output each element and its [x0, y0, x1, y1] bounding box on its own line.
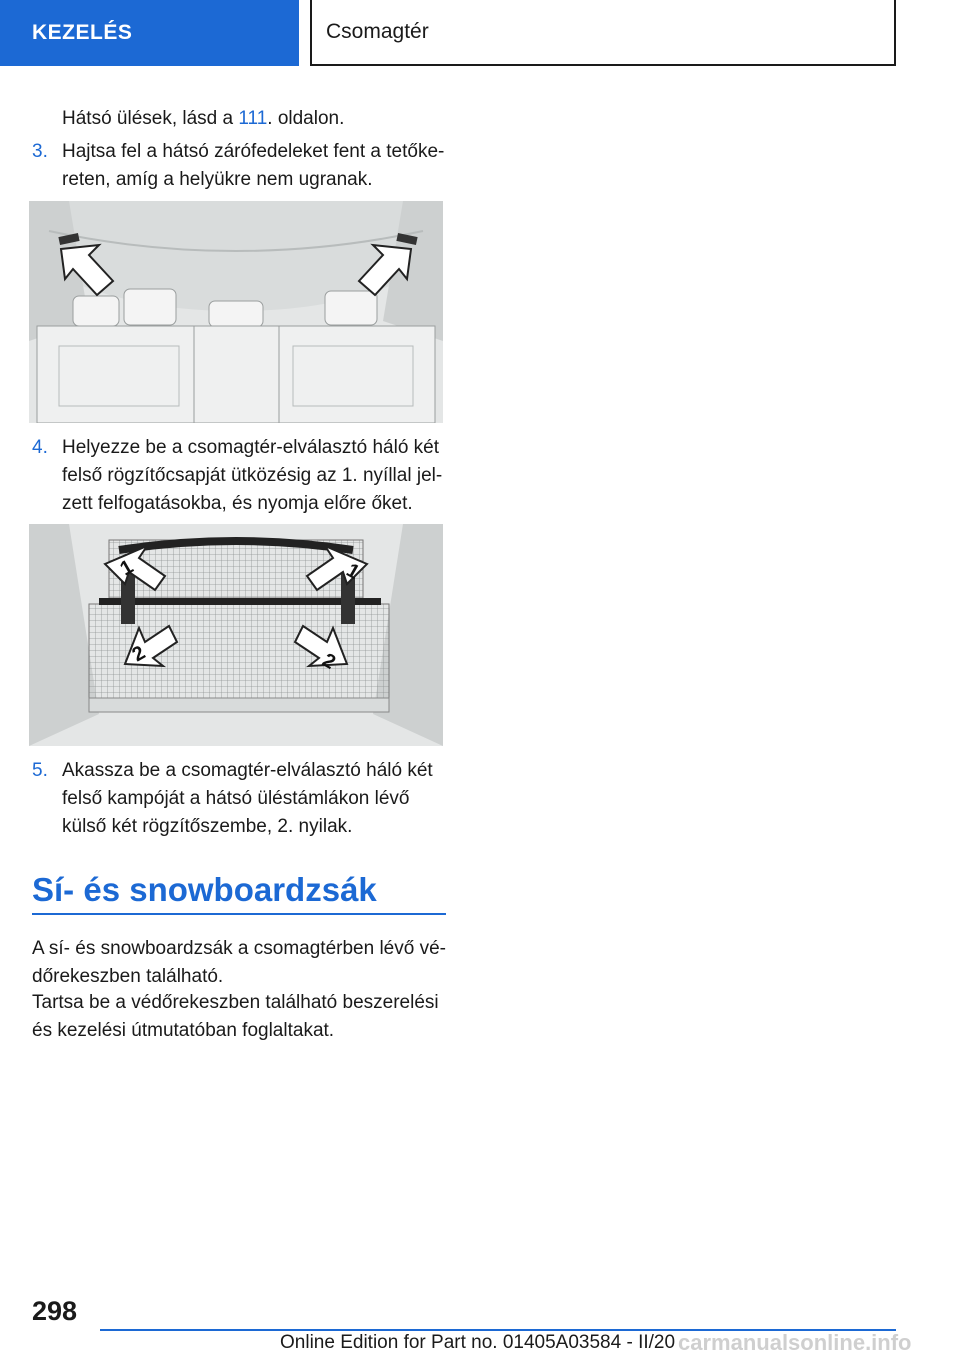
chapter-label: KEZELÉS — [32, 21, 133, 44]
figure-label-1-left: 1 — [116, 555, 138, 581]
step-4-text: Helyezze be a csomagtér-elválasztó háló két felső rögzítőcsapját ütközésig az 1. nyíllal jel- zett felfogatásokba, és nyomja előre őket. — [62, 437, 443, 514]
page-number: 298 — [32, 1296, 78, 1326]
step-3-text: Hajtsa fel a hátsó zárófedeleket fent a tetőke- reten, amíg a helyükre nem ugranak. — [62, 141, 445, 190]
page-header-title: Csomagtér — [326, 20, 429, 43]
section-title: Sí- és snowboardzsák — [32, 871, 377, 908]
cargo-net-illustration — [29, 524, 443, 746]
roof-liner-illustration — [29, 201, 443, 423]
figure-label-1-right: 1 — [342, 559, 364, 584]
figure-label-2-right: 2 — [318, 649, 340, 674]
figure-label-2-left: 2 — [128, 641, 150, 667]
section-paragraph-2: Tartsa be a védőrekeszben található beszerelési és kezelési útmutatóban foglaltakat. — [32, 992, 439, 1041]
section-title-underline — [32, 913, 446, 915]
chapter-tab — [0, 0, 299, 66]
page-reference-link[interactable]: 111 — [238, 108, 268, 129]
step-5-text: Akassza be a csomagtér-elválasztó háló két felső kampóját a hátsó üléstámlákon lévő külső két rögzítőszembe, 2. nyilak. — [62, 760, 433, 837]
footer-edition-text: Online Edition for Part no. 01405A03584 - II/20 — [280, 1332, 676, 1353]
step-4-number: 4. — [32, 437, 48, 458]
intro-line: Hátsó ülések, lásd a 111. oldalon. — [62, 108, 345, 129]
watermark: carmanualsonline.info — [678, 1330, 912, 1355]
section-paragraph-1: A sí- és snowboardzsák a csomagtérben lévő vé- dőrekeszben található. — [32, 938, 446, 987]
step-3-number: 3. — [32, 141, 48, 162]
page-header — [310, 0, 896, 66]
step-5-number: 5. — [32, 760, 48, 781]
